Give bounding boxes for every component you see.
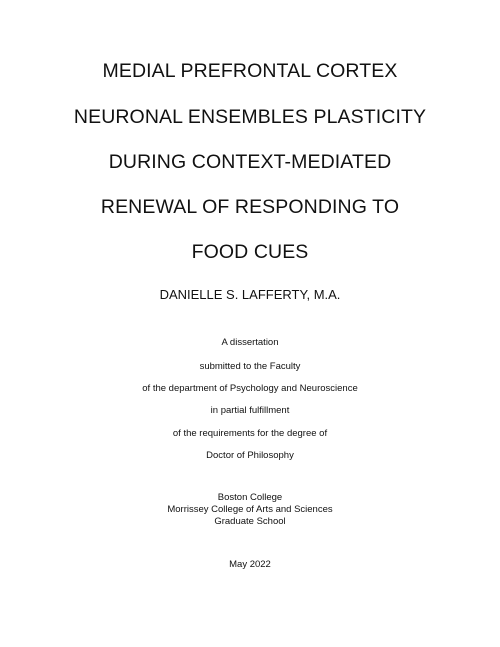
statement-line-6: Doctor of Philosophy: [206, 450, 294, 461]
author-name: DANIELLE S. LAFFERTY, M.A.: [159, 287, 341, 302]
statement-line-1: A dissertation: [221, 337, 279, 348]
statement-line-2: submitted to the Faculty: [199, 361, 301, 372]
institution-line-3: Graduate School: [214, 516, 286, 527]
title-line-3: DURING CONTEXT-MEDIATED: [108, 151, 392, 173]
institution-line-2: Morrissey College of Arts and Sciences: [167, 504, 333, 515]
statement-line-3: of the department of Psychology and Neuroscience: [142, 383, 358, 394]
submission-date: May 2022: [229, 559, 271, 570]
title-line-2: NEURONAL ENSEMBLES PLASTICITY: [73, 106, 427, 128]
institution-line-1: Boston College: [217, 492, 283, 503]
title-line-4: RENEWAL OF RESPONDING TO: [100, 196, 400, 218]
statement-line-5: of the requirements for the degree of: [172, 428, 328, 439]
title-line-5: FOOD CUES: [191, 241, 309, 263]
statement-line-4: in partial fulfillment: [210, 405, 290, 416]
title-line-1: MEDIAL PREFRONTAL CORTEX: [102, 60, 398, 82]
